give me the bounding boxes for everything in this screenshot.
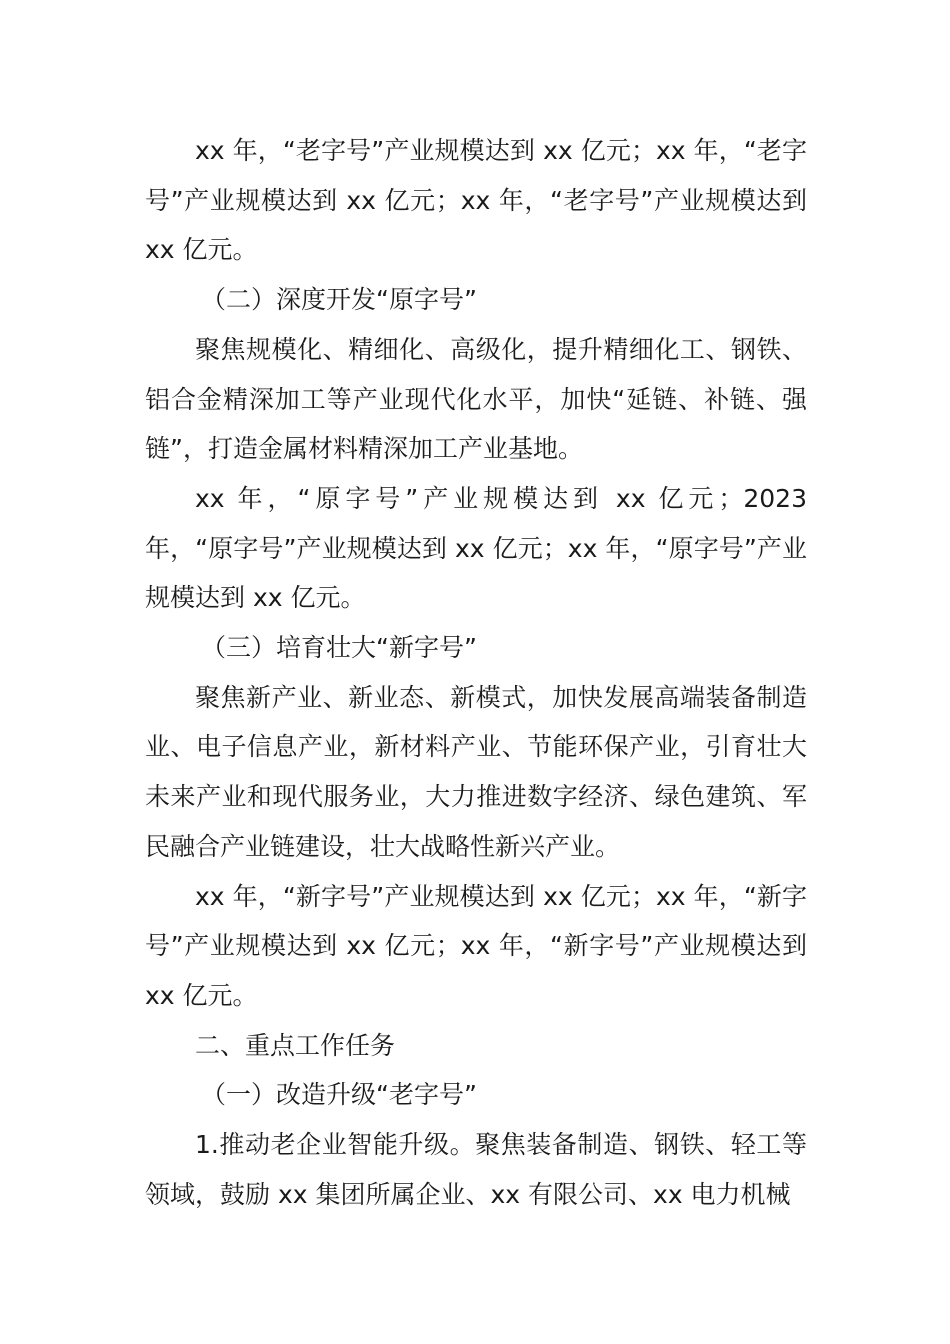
paragraph-enterprise-upgrade: 1.推动老企业智能升级。聚焦装备制造、钢铁、轻工等领域，鼓励 xx 集团所属企业、xx 有限公司、xx 电力机械	[145, 1130, 807, 1209]
heading-upgrade-old-brand: （一）改造升级“老字号”	[201, 1080, 477, 1110]
paragraph-original-brand-targets: xx 年，“原字号”产业规模达到 xx 亿元；2023 年，“原字号”产业规模达到 xx 亿元；xx 年，“原字号”产业规模达到 xx 亿元。	[145, 483, 807, 613]
paragraph-new-brand-focus: 聚焦新产业、新业态、新模式，加快发展高端装备制造业、电子信息产业，新材料产业、节能环保产业，引育壮大未来产业和现代服务业，大力推进数字经济、绿色建筑、军民融合产业链建设，壮大战略性新兴产业。	[145, 682, 807, 861]
heading-key-tasks: 二、重点工作任务	[195, 1030, 396, 1060]
document-body	[145, 126, 807, 1219]
paragraph-original-brand-focus: 聚焦规模化、精细化、高级化，提升精细化工、钢铁、铝合金精深加工等产业现代化水平，加快“延链、补链、强链”，打造金属材料精深加工产业基地。	[145, 334, 807, 464]
paragraph-new-brand-targets: xx 年，“新字号”产业规模达到 xx 亿元；xx 年，“新字号”产业规模达到 xx 亿元；xx 年，“新字号”产业规模达到 xx 亿元。	[145, 881, 807, 1010]
heading-grow-new-brand: （三）培育壮大“新字号”	[201, 633, 477, 663]
heading-develop-original-brand: （二）深度开发“原字号”	[201, 285, 477, 315]
paragraph-old-brand-targets: xx 年，“老字号”产业规模达到 xx 亿元；xx 年，“老字号”产业规模达到 xx 亿元；xx 年，“老字号”产业规模达到 xx 亿元。	[145, 136, 807, 265]
